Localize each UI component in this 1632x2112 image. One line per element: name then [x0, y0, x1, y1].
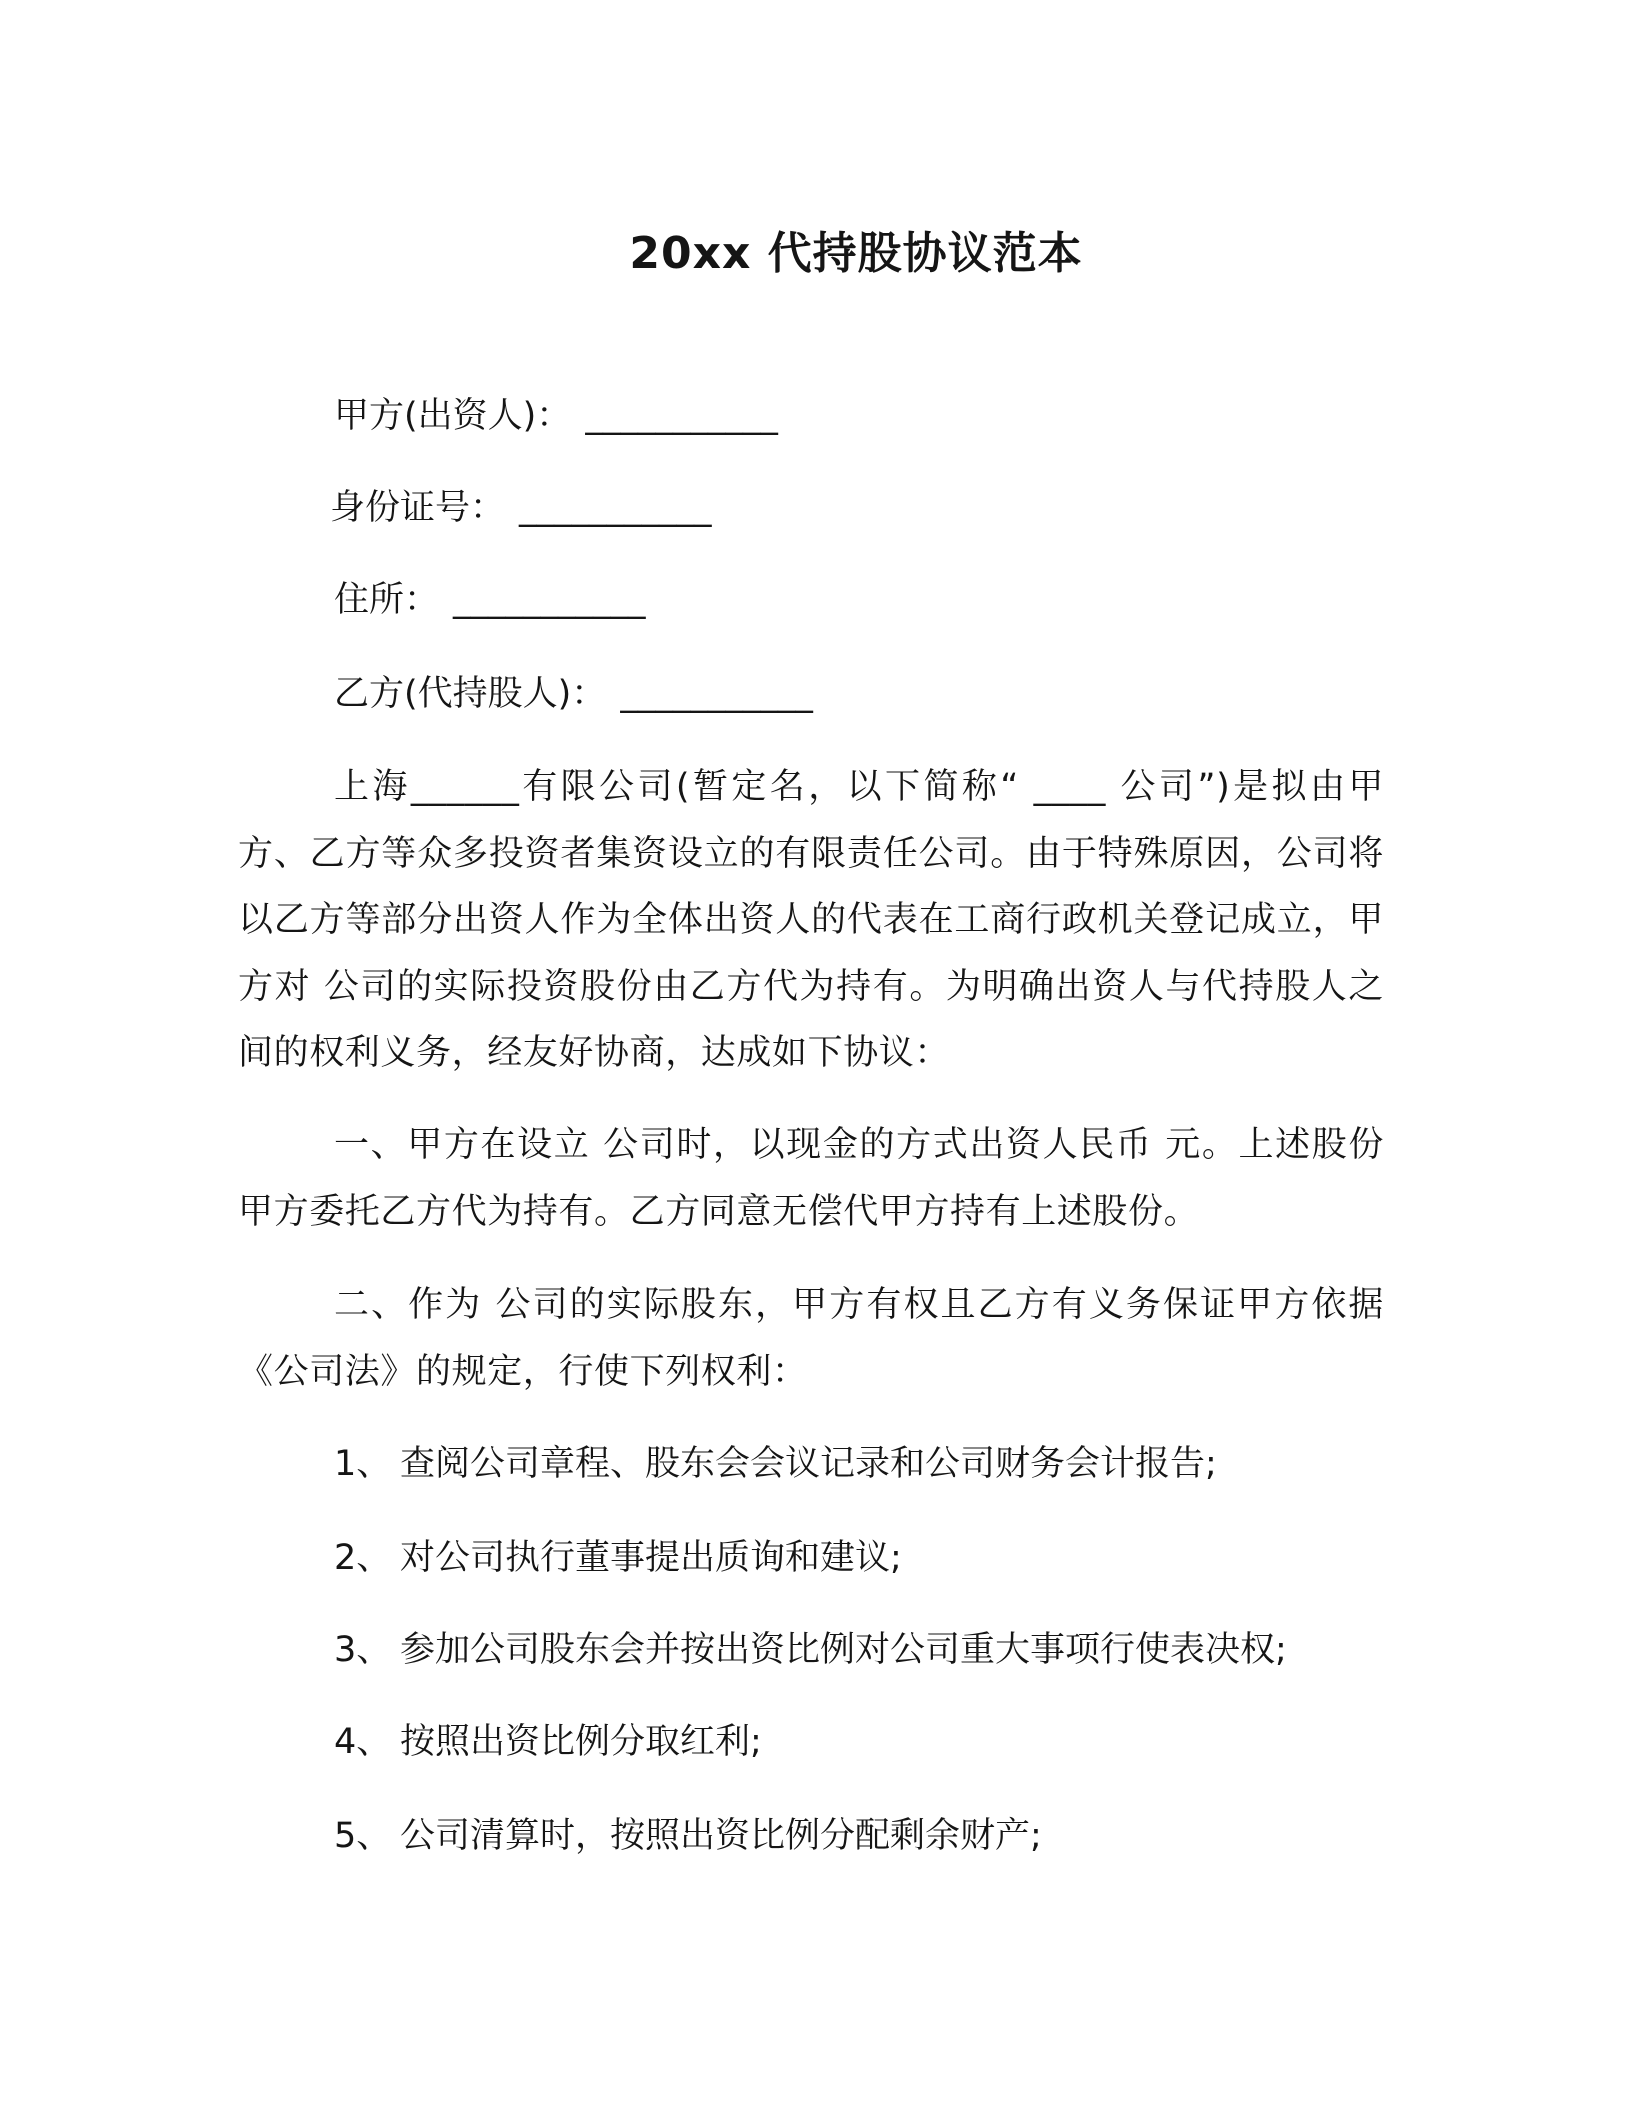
field-party-a — [334, 392, 778, 440]
list-item-number: 1、 — [334, 1444, 392, 1484]
field-address — [334, 576, 646, 624]
field-blank: ___________ — [620, 674, 813, 714]
list-item — [334, 1626, 1287, 1674]
list-item — [334, 1718, 762, 1766]
field-label: 甲方(出资人)： — [334, 396, 572, 436]
list-item-text: 按照出资比例分取红利; — [400, 1722, 762, 1762]
list-item-text: 参加公司股东会并按出资比例对公司重大事项行使表决权; — [400, 1630, 1287, 1670]
list-item — [334, 1812, 1042, 1860]
list-item-text: 公司清算时，按照出资比例分配剩余财产; — [400, 1816, 1042, 1856]
list-item-number: 4、 — [334, 1722, 392, 1762]
field-label: 住所： — [334, 580, 440, 620]
list-item-number: 5、 — [334, 1816, 392, 1856]
clause-1-paragraph: 一、甲方在设立 公司时，以现金的方式出资人民币 元。上述股份甲方委托乙方代为持有。乙方同意无偿代甲方持有上述股份。 — [238, 1125, 1384, 1232]
field-party-b — [334, 670, 813, 718]
field-label: 身份证号： — [330, 488, 506, 528]
document-title: 20xx 代持股协议范本 — [629, 228, 1083, 279]
list-item — [334, 1440, 1217, 1488]
list-item-text: 对公司执行董事提出质询和建议; — [400, 1538, 902, 1578]
list-item-number: 3、 — [334, 1630, 392, 1670]
field-id-number — [330, 484, 712, 532]
intro-paragraph: 上海______有限公司(暂定名，以下简称“ ____ 公司”)是拟由甲方、乙方等众多投资者集资设立的有限责任公司。由于特殊原因，公司将以乙方等部分出资人作为全体出资人的代表在工商行政机关登记成立，甲方对 公司的实际投资股份由乙方代为持有。为明确出资人与代持股人之间的权利义务，经友好协商，达成如下协议： — [238, 767, 1384, 1073]
field-label: 乙方(代持股人)： — [334, 674, 607, 714]
list-item-number: 2、 — [334, 1538, 392, 1578]
field-blank: ___________ — [519, 488, 712, 528]
list-item-text: 查阅公司章程、股东会会议记录和公司财务会计报告; — [400, 1444, 1217, 1484]
list-item — [334, 1534, 902, 1582]
field-blank: ___________ — [585, 396, 778, 436]
field-blank: ___________ — [453, 580, 646, 620]
clause-2-paragraph: 二、作为 公司的实际股东，甲方有权且乙方有义务保证甲方依据《公司法》的规定，行使下列权利： — [238, 1285, 1384, 1392]
